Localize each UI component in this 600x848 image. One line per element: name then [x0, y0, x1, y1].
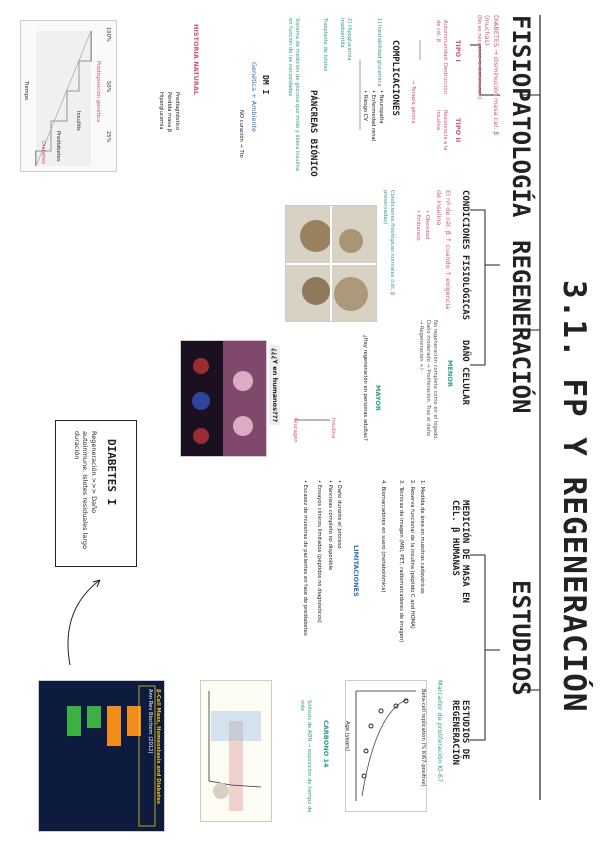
dm1-note: NO curación → Tto: [238, 110, 244, 158]
lim-item-4: • Escasez de muestras de pacientes en fase de prediabetes: [302, 480, 308, 636]
diabetes-box-title: DIABETES I: [105, 439, 118, 506]
tipo1-text: Autoinmunidad. Destrucción de cél. β: [435, 20, 448, 94]
historia-item-1: Prediagnóstico: [174, 92, 180, 131]
medicion-item-1: 1. Medida de área en muestras cadavéricas: [419, 480, 425, 594]
dm1-formula: Genética + Ambiente: [250, 62, 258, 133]
carbono-14: CARBONO 14: [322, 720, 330, 768]
condiciones-text: El nº de cél. β ↑ cuando ↑ exigencia de insulina: [435, 190, 452, 310]
medicion-item-4: 4. Biomarcadores en suero (metabolómica): [380, 480, 386, 593]
chart-label-4: Diabetes: [40, 141, 46, 165]
histology-image: [285, 205, 377, 322]
complicaciones-heading: COMPLICACIONES: [390, 40, 400, 116]
mayor-text: ¿Hay regeneración en personas adultas?: [362, 335, 368, 441]
historia-natural: HISTORIA NATURAL: [192, 24, 200, 96]
regen-studies-heading: ESTUDIOS DE REGENERACIÓN: [450, 700, 470, 766]
chart-label-1: Predisposición genética: [95, 61, 101, 123]
replication-chart-x: Age (years): [344, 721, 350, 752]
chart-label-2: Insulitis: [75, 111, 81, 131]
branch-estudios: ESTUDIOS: [507, 580, 535, 696]
carbono-text: Síntesis de ADN → exposición de tiempo de vida: [299, 700, 312, 813]
cond-list-1: • Obesidad: [424, 210, 430, 240]
carbon-chart: [200, 680, 272, 822]
replication-chart: [345, 680, 427, 812]
tipo1-label: TIPO I: [454, 40, 462, 62]
label-insulina: Insulina: [330, 418, 336, 439]
label-glucagon: Glucagón: [292, 418, 298, 443]
humanos-question: ¿¿¿Y en humanos???: [270, 345, 281, 425]
comp-list-1: • Neuropatía: [378, 90, 384, 124]
chart-label-3: Prediabetes: [55, 131, 61, 162]
chart-axis-25: 25%: [105, 131, 111, 143]
condiciones-note: Condiciones fisiológicas normales (cél. β preservadas): [382, 190, 395, 296]
lim-item-2: • Páncreas completo no disponible: [327, 480, 333, 571]
condiciones-heading: CONDICIONES FISIOLÓGICAS: [460, 190, 470, 321]
dm2-title: DIABETES → disminución masa cel. β (muchas): [483, 15, 500, 136]
historia-item-2: Pérdida masa β: [166, 92, 172, 133]
lim-item-1: • Daño durante el proceso: [336, 480, 342, 549]
comp-list-3: • Riesgo CV: [362, 90, 368, 121]
branch-fisiopatologia: FISIOPATOLOGÍA: [507, 15, 535, 218]
comp-2: 2) Hipoglucemia inadvertida: [339, 18, 352, 61]
medicion-item-3: 3. Técnicas de imagen (MRI, PET, radiomarcadores de imagen): [398, 480, 404, 643]
chart-axis-50: 50%: [105, 81, 111, 93]
dm1-heading: DM I: [261, 75, 270, 95]
replication-chart-title: Beta-cell replication (% Ki67-positive): [420, 689, 426, 787]
dm2-sub: (No es necesaria la disminución): [476, 15, 482, 100]
lim-item-3: • Ensayos clínicos limitados (péptidos no diagnósticos): [316, 480, 322, 623]
tipo2-label: TIPO II: [454, 118, 462, 143]
comp-list-2: • Enfermedad renal: [370, 90, 376, 142]
paper-image: [38, 680, 165, 832]
branch-regeneracion: REGENERACIÓN: [507, 240, 535, 414]
dano-mayor: MAYOR: [374, 385, 382, 411]
cond-list-2: • Embarazo: [415, 210, 421, 241]
diabetes-box-text: Regeneración >>> Daño autoinmune. Islotes residuales largo duración: [73, 431, 98, 549]
chart-time: Tiempo: [23, 81, 29, 101]
limitaciones-heading: LIMITACIONES: [352, 545, 360, 597]
tipo2-text: Resistencia a la insulina: [435, 110, 448, 151]
dano-menor: MENOR: [446, 360, 454, 387]
medicion-heading: MEDICIÓN DE MASA EN CÉL. β HUMANAS: [450, 500, 470, 603]
trasplante: Trasplante de islotes: [322, 18, 328, 72]
marcador-ki67: Marcador de proliferación Ki-67: [436, 680, 444, 783]
comp-1: 1) Inestabilidad glucémica: [376, 18, 382, 87]
pancreas-text: Sistema de medición de glucosa que mide y libera insulina en función de las necesidades: [287, 18, 300, 171]
historia-item-3: Hiperglucemia: [158, 92, 164, 130]
medicion-item-2: 2. Reserva funcional de la insulina (péptido C and HOMA): [409, 480, 415, 629]
page-title: 3.1. FP Y REGENERACIÓN: [556, 280, 592, 713]
dano-text: No regeneración completa como en el hígado. Daño moderado → Proliferación. Tras el daño → Regeneración +/-: [418, 320, 438, 440]
chart-axis-100: 100%: [105, 27, 111, 42]
pancreas-bionico: PÁNCREAS BIÓNICO: [308, 90, 318, 177]
paper-sub: Ann Rev Biochem (2012): [147, 689, 153, 754]
dano-heading: DAÑO CELULAR: [460, 340, 470, 406]
fluorescence-image: [180, 340, 267, 457]
terapia-genica: → Terapia génica: [410, 80, 416, 124]
paper-title: β-Cell Mass, Homeostasis and Diabetes: [155, 689, 161, 805]
diabetes-box: [55, 420, 137, 567]
historia-chart: [20, 20, 117, 172]
